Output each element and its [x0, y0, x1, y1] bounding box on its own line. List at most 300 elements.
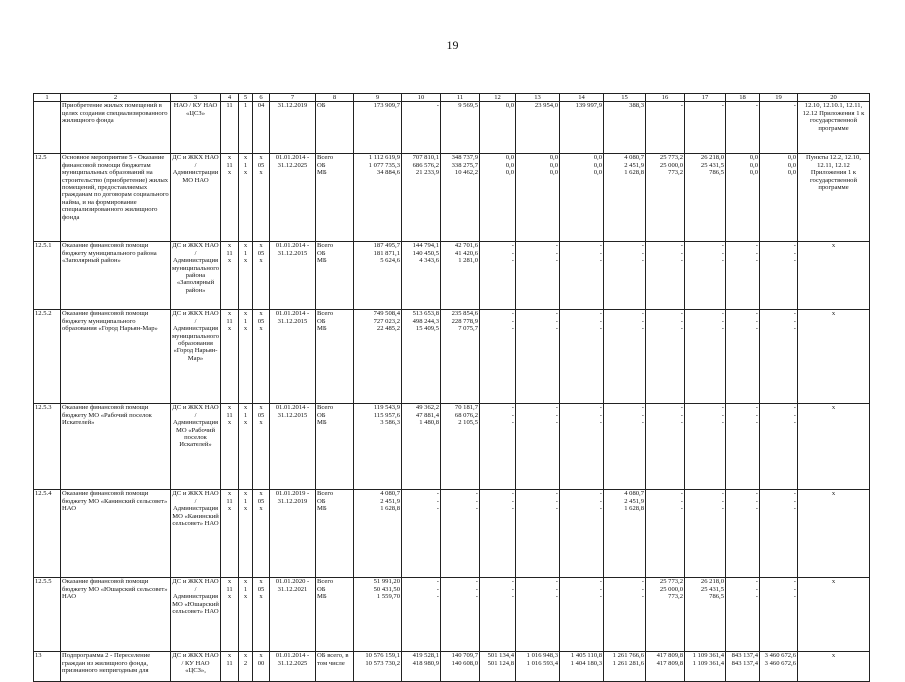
- value-v18-line: 0,0: [749, 154, 758, 162]
- value-v15-line: -: [641, 411, 644, 419]
- value-v17-line: 1 109 361,4: [692, 652, 724, 660]
- header-cell: 10: [402, 94, 441, 102]
- value-v15: [604, 404, 646, 490]
- code-c6-line: 05: [257, 497, 265, 505]
- code-c6-line: 05: [257, 585, 265, 593]
- value-v15-line: -: [641, 404, 644, 412]
- code-c5-line: x: [243, 325, 248, 333]
- value-v12: [480, 490, 516, 578]
- value-v16: [646, 490, 685, 578]
- program-reference: x: [798, 490, 870, 578]
- value-v9-line: 4 080,7: [380, 490, 400, 498]
- value-v17: [685, 154, 726, 242]
- code-c4-line: x: [227, 505, 232, 513]
- code-c5-line: x: [243, 593, 248, 601]
- period: 01.01.2014 - 31.12.2025: [270, 154, 316, 242]
- row-number: 12.5.2: [34, 310, 61, 404]
- value-v17-line: 25 431,5: [700, 585, 724, 593]
- responsible-executor: ДС и ЖКХ НАО / Администрация муниципального образования «Город Нарьян-Мар»: [171, 310, 221, 404]
- value-v13: [516, 102, 560, 154]
- value-v19-line: -: [793, 593, 796, 601]
- value-v13: [516, 578, 560, 652]
- value-v14-line: -: [599, 593, 602, 601]
- value-v14: [560, 404, 604, 490]
- value-v18-line: 0,0: [749, 161, 758, 169]
- value-v18-line: -: [755, 505, 758, 513]
- value-v19-line: -: [793, 242, 796, 250]
- value-v19: [760, 154, 798, 242]
- value-v9: [354, 652, 402, 682]
- value-v9: [354, 102, 402, 154]
- value-v10-line: 15 409,5: [415, 325, 439, 333]
- value-v9-line: 181 871,1: [373, 249, 400, 257]
- value-v18-line: -: [755, 404, 758, 412]
- funding-source-line: ОБ: [317, 249, 326, 257]
- value-v19-line: 3 460 672,6: [764, 652, 796, 660]
- value-v15-line: 388,3: [629, 102, 644, 110]
- value-v14: [560, 310, 604, 404]
- table-row: [34, 310, 870, 404]
- value-v17-line: -: [721, 404, 724, 412]
- value-v10: [402, 490, 441, 578]
- value-v9: [354, 242, 402, 310]
- value-v9-line: 727 023,2: [373, 317, 400, 325]
- code-c6: [253, 652, 270, 682]
- funding-source-line: Всего: [317, 404, 334, 412]
- value-v11-line: 235 854,6: [451, 310, 478, 318]
- value-v19-line: -: [793, 585, 796, 593]
- code-c6-line: 05: [257, 411, 265, 419]
- value-v11-line: 42 701,6: [454, 242, 478, 250]
- value-v18-line: -: [755, 593, 758, 601]
- value-v14-line: -: [599, 578, 602, 586]
- row-number: 12.5.5: [34, 578, 61, 652]
- value-v14-line: -: [599, 490, 602, 498]
- program-reference: x: [798, 310, 870, 404]
- code-c4: [221, 578, 239, 652]
- code-c4-line: 11: [226, 659, 233, 667]
- value-v10-line: 140 450,5: [412, 249, 439, 257]
- value-v12-line: 0,0: [505, 102, 514, 110]
- value-v16-line: 25 773,2: [659, 154, 683, 162]
- value-v11-line: 7 075,7: [458, 325, 478, 333]
- responsible-executor: НАО / КУ НАО «ЦСЗ»: [171, 102, 221, 154]
- value-v18-line: -: [755, 310, 758, 318]
- period: 01.01.2014 - 31.12.2015: [270, 404, 316, 490]
- funding-source-line: Всего: [317, 242, 334, 250]
- code-c5-line: x: [243, 419, 248, 427]
- value-v19-line: -: [793, 505, 796, 513]
- code-c6-line: 00: [257, 659, 265, 667]
- value-v10-line: -: [436, 585, 439, 593]
- measure-name: Основное мероприятие 5 - Оказание финансовой помощи бюджетам муниципальных образований на строительство (приобретение) жилых помещений, предоставляемых гражданам по договорам социального найма, и на формирование специализированного жилищного фонда: [61, 154, 171, 242]
- code-c6: [253, 102, 270, 154]
- code-c4-line: x: [227, 593, 232, 601]
- value-v12-line: -: [511, 310, 514, 318]
- header-cell: 1: [34, 94, 61, 102]
- value-v17-line: 26 218,0: [700, 578, 724, 586]
- value-v18-line: -: [755, 257, 758, 265]
- value-v11-line: 9 569,5: [458, 102, 478, 110]
- value-v14-line: -: [599, 249, 602, 257]
- measure-name: Подпрограмма 2 - Переселение граждан из жилищного фонда, признанного непригодным для: [61, 652, 171, 682]
- program-reference: x: [798, 652, 870, 682]
- value-v9-line: 1 559,70: [376, 593, 400, 601]
- value-v16-line: -: [680, 325, 683, 333]
- code-c4-line: x: [227, 242, 232, 250]
- value-v9-line: 5 624,6: [380, 257, 400, 265]
- value-v13: [516, 404, 560, 490]
- code-c5-line: x: [243, 404, 248, 412]
- value-v17-line: -: [721, 310, 724, 318]
- code-c5-line: x: [243, 490, 248, 498]
- value-v19-line: -: [793, 404, 796, 412]
- value-v19-line: -: [793, 578, 796, 586]
- value-v13-line: -: [555, 411, 558, 419]
- value-v11: [441, 578, 480, 652]
- value-v17-line: -: [721, 102, 724, 110]
- value-v12-line: -: [511, 593, 514, 601]
- code-c4-line: 11: [226, 585, 233, 593]
- value-v17-line: 1 109 361,4: [692, 659, 724, 667]
- value-v15-line: 1 628,8: [624, 169, 644, 177]
- value-v14-line: -: [599, 404, 602, 412]
- value-v19-line: 0,0: [787, 161, 796, 169]
- code-c6-line: x: [259, 419, 263, 427]
- value-v13: [516, 652, 560, 682]
- value-v14-line: -: [599, 585, 602, 593]
- value-v9-line: 173 909,7: [373, 102, 400, 110]
- value-v11-line: 338 275,7: [451, 161, 478, 169]
- value-v16-line: -: [680, 249, 683, 257]
- value-v12-line: 0,0: [505, 161, 514, 169]
- code-c6-line: x: [259, 593, 263, 601]
- code-c6: [253, 404, 270, 490]
- value-v11-line: -: [475, 505, 478, 513]
- value-v17-line: 786,5: [709, 593, 724, 601]
- funding-source-line: ОБ: [317, 497, 326, 505]
- value-v11-line: -: [475, 585, 478, 593]
- value-v13: [516, 154, 560, 242]
- code-c4-line: x: [227, 325, 232, 333]
- value-v11: [441, 154, 480, 242]
- period: 01.01.2014 - 31.12.2015: [270, 242, 316, 310]
- value-v15-line: 4 080,7: [624, 154, 644, 162]
- code-c4-line: x: [227, 257, 232, 265]
- row-number: 12.5: [34, 154, 61, 242]
- value-v10-line: 707 810,1: [412, 154, 439, 162]
- value-v12: [480, 578, 516, 652]
- value-v10-line: 49 362,2: [415, 404, 439, 412]
- value-v19-line: -: [793, 419, 796, 427]
- value-v10-line: -: [436, 102, 439, 110]
- program-reference: Пункты 12.2, 12.10, 12.11, 12.12 Приложения 1 к государственной программе: [798, 154, 870, 242]
- value-v18-line: -: [755, 490, 758, 498]
- measure-name: Оказание финансовой помощи бюджету МО «Рабочий поселок Искателей»: [61, 404, 171, 490]
- funding-source: [316, 310, 354, 404]
- value-v13-line: 1 016 593,4: [526, 659, 558, 667]
- value-v13: [516, 242, 560, 310]
- value-v17-line: -: [721, 490, 724, 498]
- value-v10: [402, 652, 441, 682]
- table-row: [34, 578, 870, 652]
- value-v19: [760, 242, 798, 310]
- header-row: [34, 94, 870, 102]
- value-v12-line: -: [511, 249, 514, 257]
- value-v16-line: -: [680, 411, 683, 419]
- responsible-executor: ДС и ЖКХ НАО / Администрации МО НАО: [171, 154, 221, 242]
- code-c5: [239, 490, 253, 578]
- value-v15-line: -: [641, 419, 644, 427]
- value-v11-line: -: [475, 593, 478, 601]
- funding-source: [316, 102, 354, 154]
- value-v13-line: -: [555, 257, 558, 265]
- value-v16: [646, 652, 685, 682]
- measure-name: Оказание финансовой помощи бюджету муниципального района «Заполярный район»: [61, 242, 171, 310]
- value-v10: [402, 154, 441, 242]
- value-v19-line: -: [793, 257, 796, 265]
- code-c5-line: 1: [243, 161, 248, 169]
- header-cell: 2: [61, 94, 171, 102]
- value-v18-line: -: [755, 102, 758, 110]
- responsible-executor: ДС и ЖКХ НАО / Администрация МО «Канинский сельсовет» НАО: [171, 490, 221, 578]
- value-v18-line: -: [755, 585, 758, 593]
- value-v18: [726, 578, 760, 652]
- value-v19-line: -: [793, 317, 796, 325]
- value-v17-line: -: [721, 317, 724, 325]
- value-v18: [726, 490, 760, 578]
- measure-name: Приобретение жилых помещений в целях создания специализированного жилищного фонда: [61, 102, 171, 154]
- value-v12-line: -: [511, 317, 514, 325]
- value-v10: [402, 404, 441, 490]
- value-v19: [760, 310, 798, 404]
- value-v12-line: -: [511, 490, 514, 498]
- value-v12-line: -: [511, 578, 514, 586]
- value-v14-line: -: [599, 325, 602, 333]
- table-row: [34, 242, 870, 310]
- code-c4: [221, 404, 239, 490]
- value-v18-line: 843 137,4: [731, 659, 758, 667]
- value-v16-line: -: [680, 242, 683, 250]
- value-v14-line: 0,0: [593, 169, 602, 177]
- value-v12: [480, 154, 516, 242]
- funding-source-line: МБ: [317, 419, 327, 427]
- value-v13-line: 23 954,0: [534, 102, 558, 110]
- code-c6-line: x: [259, 325, 263, 333]
- value-v14-line: 1 405 110,8: [570, 652, 602, 660]
- value-v9-line: 115 957,6: [373, 411, 400, 419]
- value-v11: [441, 652, 480, 682]
- code-c5-line: 2: [243, 659, 248, 667]
- program-reference: x: [798, 578, 870, 652]
- responsible-executor: ДС и ЖКХ НАО / Администрация МО «Юшарский сельсовет» НАО: [171, 578, 221, 652]
- row-number: 12.5.4: [34, 490, 61, 578]
- header-cell: 7: [270, 94, 316, 102]
- header-cell: 18: [726, 94, 760, 102]
- value-v17-line: -: [721, 249, 724, 257]
- value-v12-line: 0,0: [505, 154, 514, 162]
- value-v16-line: -: [680, 497, 683, 505]
- code-c4-line: x: [227, 404, 232, 412]
- value-v13-line: -: [555, 578, 558, 586]
- program-reference: 12.10, 12.10.1, 12.11, 12.12 Приложения 1 к государственной программе: [798, 102, 870, 154]
- value-v16-line: 773,2: [668, 593, 683, 601]
- value-v15: [604, 578, 646, 652]
- value-v14-line: 0,0: [593, 161, 602, 169]
- value-v17: [685, 578, 726, 652]
- value-v11-line: 140 709,7: [451, 652, 478, 660]
- value-v17: [685, 102, 726, 154]
- code-c4-line: x: [227, 490, 232, 498]
- value-v18-line: 843 137,4: [731, 652, 758, 660]
- row-number: [34, 102, 61, 154]
- value-v18-line: -: [755, 411, 758, 419]
- value-v18-line: -: [755, 242, 758, 250]
- value-v16-line: -: [680, 310, 683, 318]
- value-v19-line: -: [793, 490, 796, 498]
- responsible-executor: ДС и ЖКХ НАО / Администрация муниципального района «Заполярный район»: [171, 242, 221, 310]
- funding-source-line: МБ: [317, 505, 327, 513]
- value-v10-line: 498 244,3: [412, 317, 439, 325]
- header-cell: 6: [253, 94, 270, 102]
- value-v16: [646, 154, 685, 242]
- value-v13-line: -: [555, 325, 558, 333]
- value-v19-line: -: [793, 497, 796, 505]
- code-c6-line: 05: [257, 317, 265, 325]
- value-v12: [480, 404, 516, 490]
- value-v15-line: 4 080,7: [624, 490, 644, 498]
- funding-source-line: ОБ: [317, 585, 326, 593]
- value-v15: [604, 652, 646, 682]
- value-v11: [441, 102, 480, 154]
- header-cell: 14: [560, 94, 604, 102]
- header-cell: 16: [646, 94, 685, 102]
- value-v13-line: 0,0: [549, 169, 558, 177]
- header-cell: 20: [798, 94, 870, 102]
- value-v15-line: 2 451,9: [624, 161, 644, 169]
- value-v15-line: -: [641, 593, 644, 601]
- value-v16-line: 25 000,0: [659, 161, 683, 169]
- value-v10-line: 47 881,4: [415, 411, 439, 419]
- value-v18: [726, 154, 760, 242]
- header-cell: 15: [604, 94, 646, 102]
- value-v11-line: 68 076,2: [454, 411, 478, 419]
- value-v18: [726, 310, 760, 404]
- code-c4-line: 11: [226, 317, 233, 325]
- value-v12-line: 501 134,4: [487, 652, 514, 660]
- value-v17: [685, 310, 726, 404]
- value-v10-line: -: [436, 593, 439, 601]
- code-c6-line: x: [259, 310, 263, 318]
- value-v11-line: -: [475, 578, 478, 586]
- value-v15-line: 1 261 281,6: [612, 659, 644, 667]
- value-v14-line: -: [599, 257, 602, 265]
- code-c5: [239, 404, 253, 490]
- value-v14-line: -: [599, 317, 602, 325]
- value-v17-line: 26 218,0: [700, 154, 724, 162]
- table-row: [34, 490, 870, 578]
- value-v19: [760, 404, 798, 490]
- code-c6: [253, 310, 270, 404]
- value-v18-line: -: [755, 249, 758, 257]
- value-v13-line: -: [555, 505, 558, 513]
- value-v11: [441, 310, 480, 404]
- code-c5-line: 1: [243, 411, 248, 419]
- value-v14-line: -: [599, 242, 602, 250]
- period: 01.01.2019 - 31.12.2019: [270, 490, 316, 578]
- value-v15-line: -: [641, 585, 644, 593]
- code-c5-line: x: [243, 578, 248, 586]
- value-v15-line: -: [641, 249, 644, 257]
- value-v13-line: 0,0: [549, 161, 558, 169]
- value-v9-line: 2 451,9: [380, 497, 400, 505]
- value-v15-line: -: [641, 578, 644, 586]
- value-v16-line: -: [680, 257, 683, 265]
- code-c6-line: x: [259, 154, 263, 162]
- value-v12-line: -: [511, 411, 514, 419]
- value-v16: [646, 102, 685, 154]
- value-v14-line: -: [599, 497, 602, 505]
- value-v19: [760, 578, 798, 652]
- value-v9-line: 3 586,3: [380, 419, 400, 427]
- value-v16-line: 417 809,8: [656, 659, 683, 667]
- value-v15-line: 1 628,8: [624, 505, 644, 513]
- value-v18: [726, 242, 760, 310]
- value-v11-line: 2 105,5: [458, 419, 478, 427]
- value-v13-line: -: [555, 490, 558, 498]
- value-v11-line: -: [475, 497, 478, 505]
- value-v14-line: 1 404 180,3: [570, 659, 602, 667]
- value-v17-line: -: [721, 325, 724, 333]
- code-c5-line: x: [243, 154, 248, 162]
- code-c4-line: x: [227, 419, 232, 427]
- value-v16-line: -: [680, 404, 683, 412]
- value-v10-line: -: [436, 497, 439, 505]
- code-c6: [253, 490, 270, 578]
- value-v10-line: 21 233,9: [415, 169, 439, 177]
- code-c6: [253, 578, 270, 652]
- measure-name: Оказание финансовой помощи бюджету МО «Юшарский сельсовет» НАО: [61, 578, 171, 652]
- value-v13-line: -: [555, 497, 558, 505]
- period: 01.01.2014 - 31.12.2025: [270, 652, 316, 682]
- measure-name: Оказание финансовой помощи бюджету МО «Канинский сельсовет» НАО: [61, 490, 171, 578]
- value-v9-line: 749 508,4: [373, 310, 400, 318]
- value-v10-line: 1 480,8: [419, 419, 439, 427]
- header-cell: 17: [685, 94, 726, 102]
- funding-source-line: ОБ: [317, 411, 326, 419]
- table-row: [34, 154, 870, 242]
- code-c6-line: x: [259, 404, 263, 412]
- value-v14-line: 0,0: [593, 154, 602, 162]
- value-v15-line: -: [641, 242, 644, 250]
- value-v11-line: 228 778,9: [451, 317, 478, 325]
- value-v11-line: 10 462,2: [454, 169, 478, 177]
- value-v18-line: -: [755, 578, 758, 586]
- value-v15-line: 1 261 766,6: [612, 652, 644, 660]
- value-v14-line: -: [599, 505, 602, 513]
- code-c5-line: 1: [243, 102, 248, 110]
- value-v16: [646, 310, 685, 404]
- code-c4-line: x: [227, 578, 232, 586]
- value-v9-line: 10 573 730,2: [365, 659, 400, 667]
- value-v12-line: -: [511, 419, 514, 427]
- code-c4: [221, 242, 239, 310]
- value-v14-line: -: [599, 419, 602, 427]
- value-v9-line: 22 485,2: [376, 325, 400, 333]
- value-v17: [685, 490, 726, 578]
- value-v16: [646, 404, 685, 490]
- value-v13: [516, 310, 560, 404]
